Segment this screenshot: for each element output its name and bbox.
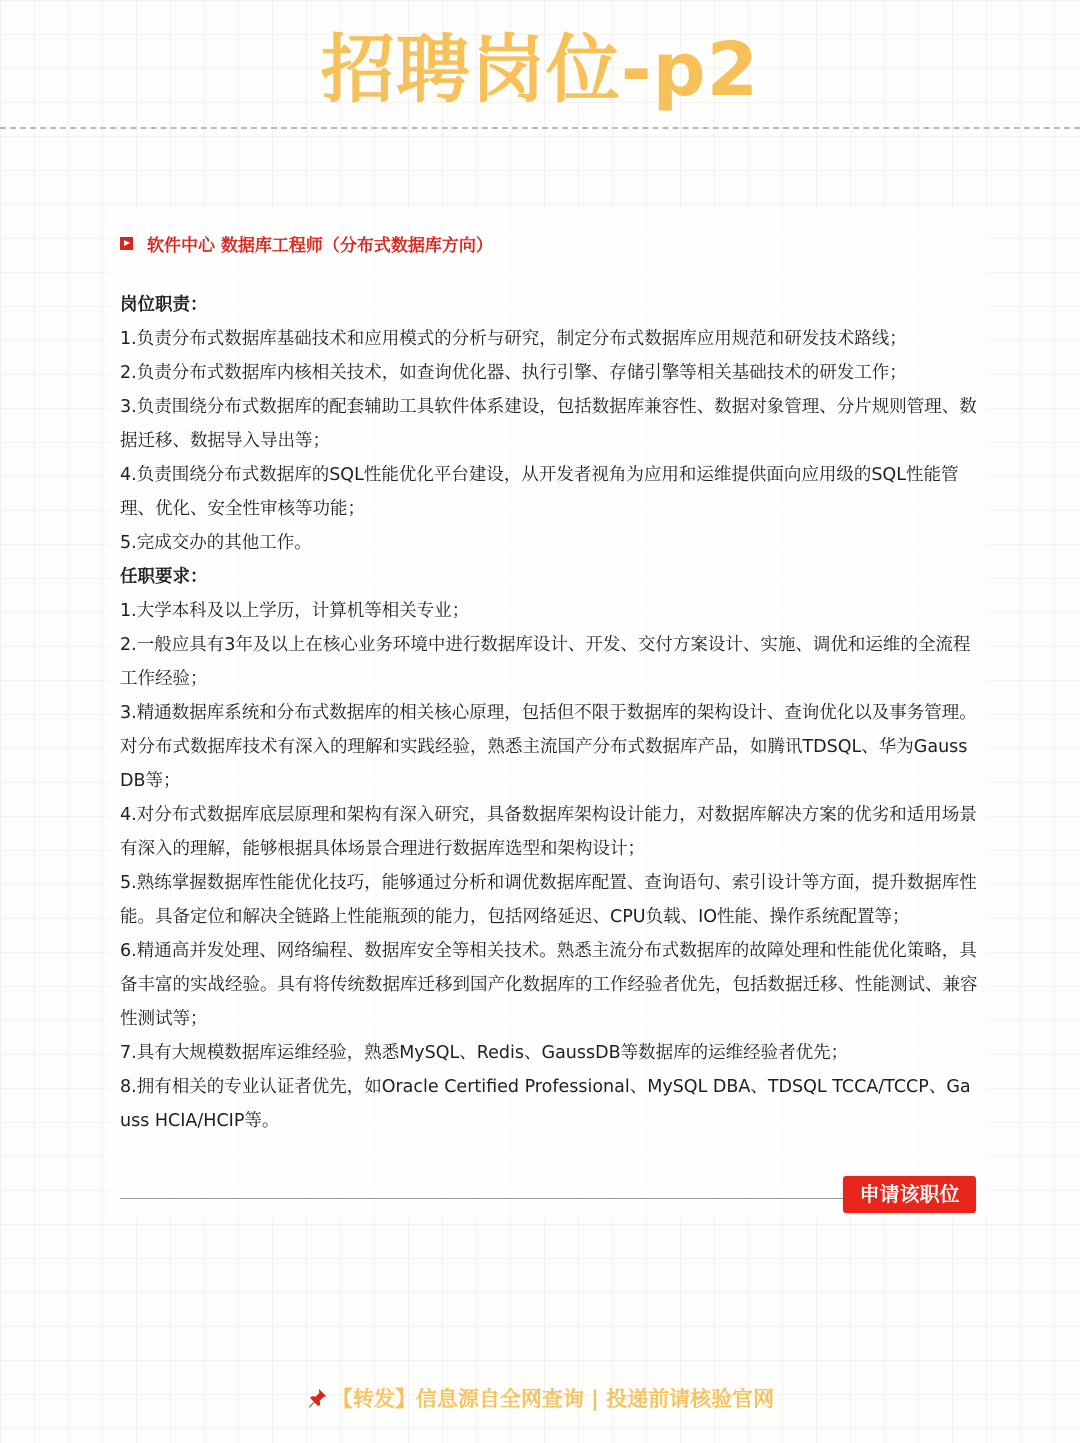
job-title: 软件中心 数据库工程师（分布式数据库方向） bbox=[147, 235, 493, 256]
responsibility-item: 1.负责分布式数据库基础技术和应用模式的分析与研究，制定分布式数据库应用规范和研发技术路线； bbox=[120, 329, 907, 349]
responsibility-item: 2.负责分布式数据库内核相关技术，如查询优化器、执行引擎、存储引擎等相关基础技术的研发工作； bbox=[120, 363, 907, 383]
requirement-item: 7.具有大规模数据库运维经验，熟悉MySQL、Redis、GaussDB等数据库的运维经验者优先； bbox=[120, 1043, 849, 1063]
play-marker-icon bbox=[120, 237, 133, 250]
requirement-item: 1.大学本科及以上学历，计算机等相关专业； bbox=[120, 601, 470, 621]
responsibility-item: 3.负责围绕分布式数据库的配套辅助工具软件体系建设，包括数据库兼容性、数据对象管理、分片规则管理、数据迁移、数据导入导出等； bbox=[120, 397, 977, 451]
footer-note-text: 【转发】信息源自全网查询 | 投递前请核验官网 bbox=[331, 1387, 775, 1411]
job-header bbox=[120, 230, 493, 256]
pushpin-icon bbox=[306, 1387, 328, 1409]
responsibility-item: 5.完成交办的其他工作。 bbox=[120, 533, 312, 553]
apply-job-button[interactable]: 申请该职位 bbox=[843, 1176, 976, 1213]
title-divider bbox=[0, 127, 1080, 129]
responsibilities-heading: 岗位职责： bbox=[120, 295, 208, 315]
job-description bbox=[120, 288, 980, 1138]
requirement-item: 3.精通数据库系统和分布式数据库的相关核心原理，包括但不限于数据库的架构设计、查询优化以及事务管理。对分布式数据库技术有深入的理解和实践经验，熟悉主流国产分布式数据库产品，如腾讯TDSQL、华为GaussDB等； bbox=[120, 703, 977, 791]
card-bottom-divider bbox=[120, 1198, 850, 1199]
requirement-item: 8.拥有相关的专业认证者优先，如Oracle Certified Professional、MySQL DBA、TDSQL TCCA/TCCP、Gauss HCIA/HCIP等。 bbox=[120, 1077, 971, 1131]
requirement-item: 4.对分布式数据库底层原理和架构有深入研究，具备数据库架构设计能力，对数据库解决方案的优劣和适用场景有深入的理解，能够根据具体场景合理进行数据库选型和架构设计； bbox=[120, 805, 977, 859]
requirements-heading: 任职要求： bbox=[120, 567, 208, 587]
requirement-item: 5.熟练掌握数据库性能优化技巧，能够通过分析和调优数据库配置、查询语句、索引设计等方面，提升数据库性能。具备定位和解决全链路上性能瓶颈的能力，包括网络延迟、CPU负载、IO性能、操作系统配置等； bbox=[120, 873, 977, 927]
requirement-item: 2.一般应具有3年及以上在核心业务环境中进行数据库设计、开发、交付方案设计、实施、调优和运维的全流程工作经验； bbox=[120, 635, 971, 689]
footer-note bbox=[0, 1382, 1080, 1416]
requirement-item: 6.精通高并发处理、网络编程、数据库安全等相关技术。熟悉主流分布式数据库的故障处理和性能优化策略，具备丰富的实战经验。具有将传统数据库迁移到国产化数据库的工作经验者优先，包括数据迁移、性能测试、兼容性测试等； bbox=[120, 941, 978, 1029]
responsibility-item: 4.负责围绕分布式数据库的SQL性能优化平台建设，从开发者视角为应用和运维提供面向应用级的SQL性能管理、优化、安全性审核等功能； bbox=[120, 465, 959, 519]
page-title: 招聘岗位-p2 bbox=[320, 27, 760, 113]
